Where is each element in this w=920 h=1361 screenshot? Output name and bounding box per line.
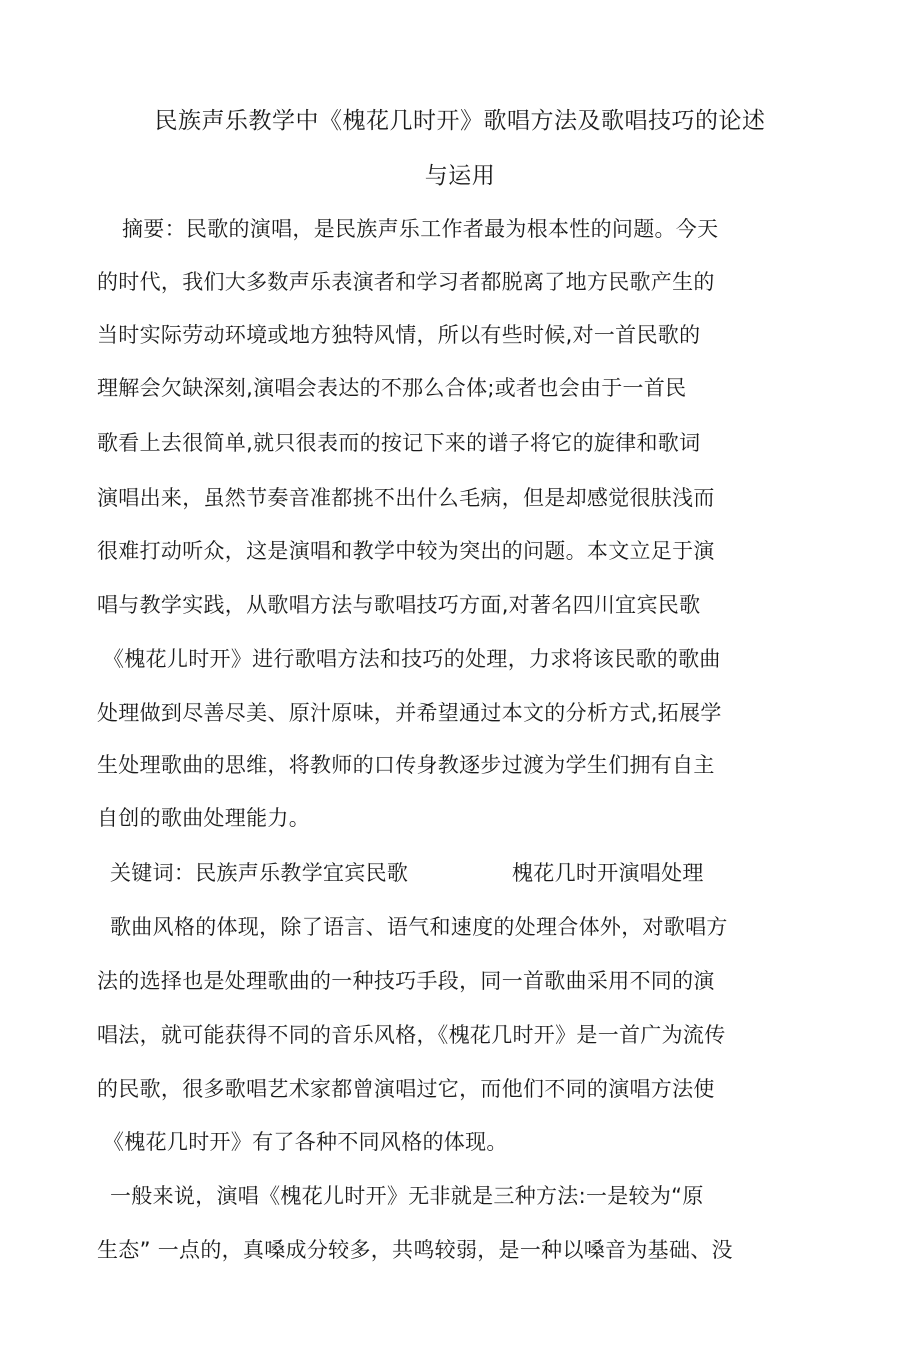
abstract-line: 生处理歌曲的思维，将教师的口传身教逐步过渡为学生们拥有自主	[97, 753, 715, 777]
abstract-line: 演唱出来，虽然节奏音准都挑不出什么毛病，但是却感觉很肤浅而	[97, 486, 715, 510]
abstract-line: 当时实际劳动环境或地方独特风情，所以有些时候,对一首民歌的	[97, 323, 701, 347]
abstract-line: 《槐花儿时开》进行歌唱方法和技巧的处理，力求将该民歌的歌曲	[103, 647, 721, 671]
paragraph-line: 唱法，就可能获得不同的音乐风格，《槐花几时开》是一首广为流传	[97, 1023, 726, 1047]
abstract-line: 很难打动听众，这是演唱和教学中较为突出的问题。本文立足于演	[97, 539, 715, 563]
abstract-line: 歌看上去很简单,就只很表而的按记下来的谱子将它的旋律和歌词	[97, 431, 701, 455]
abstract-line: 摘要：民歌的演唱，是民族声乐工作者最为根本性的问题。今天	[122, 217, 719, 241]
keywords-left: 关键词：民族声乐教学宜宾民歌	[110, 861, 409, 885]
abstract-line: 处理做到尽善尽美、原汁原味，并希望通过本文的分析方式,拓展学	[97, 701, 722, 725]
abstract-line: 的时代，我们大多数声乐表演者和学习者都脱离了地方民歌产生的	[97, 270, 715, 294]
abstract-line: 理解会欠缺深刻,演唱会表达的不那么合体;或者也会由于一首民	[97, 376, 687, 400]
document-title-line-1: 民族声乐教学中《槐花几时开》歌唱方法及歌唱技巧的论述	[154, 108, 766, 134]
paragraph-line: 的民歌，很多歌唱艺术家都曾演唱过它，而他们不同的演唱方法使	[97, 1077, 715, 1101]
paragraph-line: 生态” 一点的，真嗓成分较多，共鸣较弱，是一种以嗓音为基础、没	[97, 1238, 733, 1262]
abstract-line: 自创的歌曲处理能力。	[97, 806, 310, 830]
paragraph-line: 歌曲风格的体现，除了语言、语气和速度的处理合体外，对歌唱方	[110, 915, 728, 939]
paragraph-line: 法的选择也是处理歌曲的一种技巧手段，同一首歌曲采用不同的演	[97, 969, 715, 993]
keywords-right: 槐花几时开演唱处理	[512, 861, 704, 885]
paragraph-line: 《槐花几时开》有了各种不同风格的体现。	[103, 1130, 508, 1154]
abstract-line: 唱与教学实践，从歌唱方法与歌唱技巧方面,对著名四川宜宾民歌	[97, 593, 701, 617]
paragraph-line: 一般来说，演唱《槐花儿时开》无非就是三种方法:一是较为“原	[110, 1184, 704, 1208]
document-title-line-2: 与运用	[424, 163, 496, 189]
